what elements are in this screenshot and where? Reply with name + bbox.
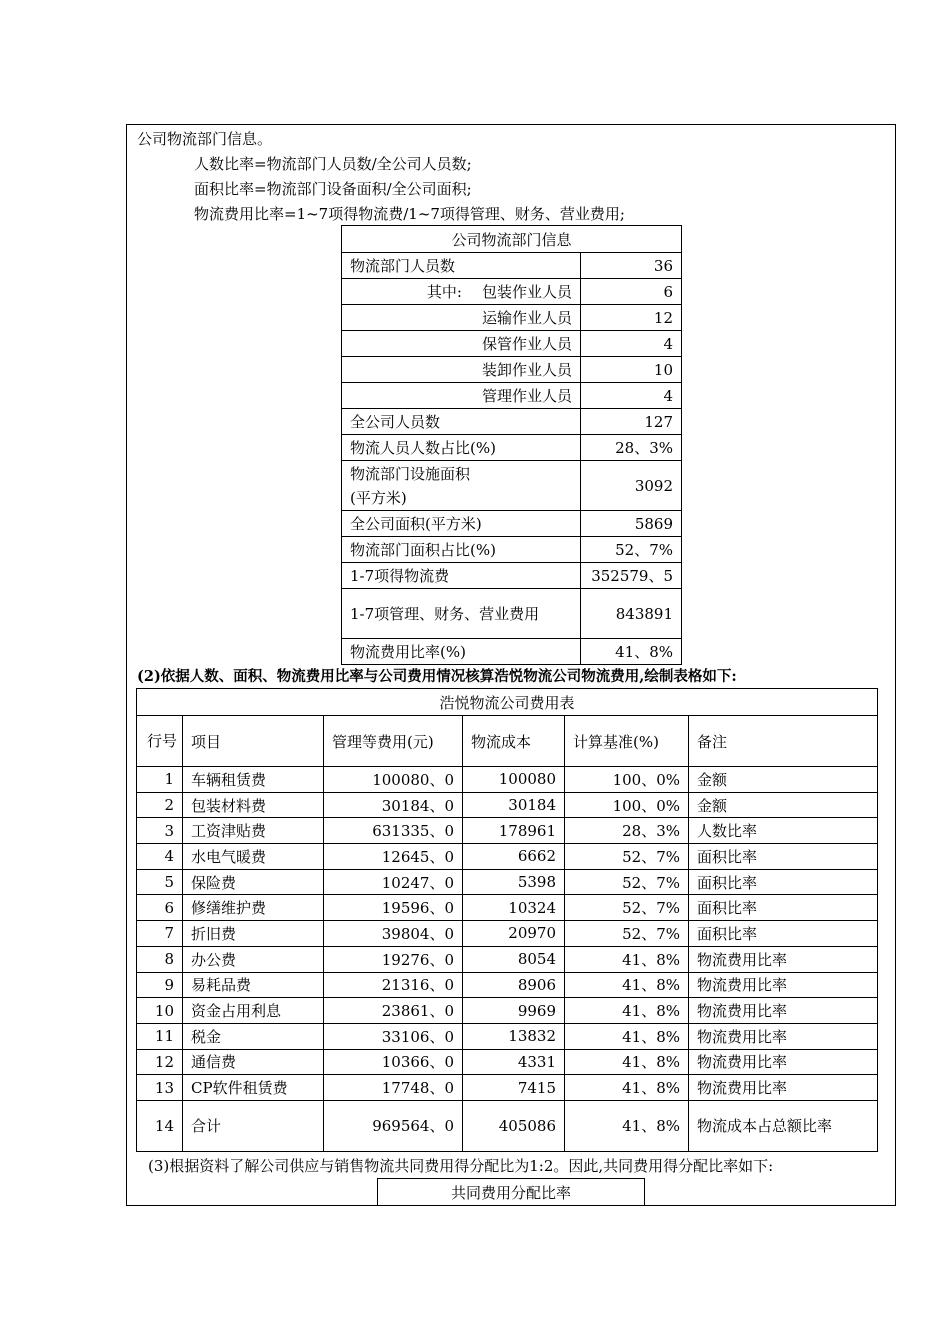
intro-line-4: 物流费用比率=1~7项得物流费/1~7项得管理、财务、营业费用; xyxy=(194,205,625,223)
info-row-value: 843891 xyxy=(581,589,682,639)
cell-management-cost: 10247、0 xyxy=(324,869,463,895)
cell-basis: 41、8% xyxy=(565,972,689,998)
cell-row-number: 8 xyxy=(137,946,183,972)
table-row xyxy=(137,1023,878,1049)
cell-management-cost: 17748、0 xyxy=(324,1075,463,1101)
table-row xyxy=(137,1100,878,1151)
info-row-label-line2: (平方米) xyxy=(350,488,407,507)
cell-logistics-cost: 5398 xyxy=(463,869,565,895)
cell-row-number: 1 xyxy=(137,767,183,793)
cell-row-number: 5 xyxy=(137,869,183,895)
info-row-label: 装卸作业人员 xyxy=(342,357,581,383)
cell-item: 保险费 xyxy=(183,869,324,895)
cell-management-cost: 631335、0 xyxy=(324,818,463,844)
cell-item: 合计 xyxy=(183,1100,324,1151)
header-row-number: 行号 xyxy=(137,716,183,767)
cell-management-cost: 19276、0 xyxy=(324,946,463,972)
cell-management-cost: 19596、0 xyxy=(324,895,463,921)
cell-remarks: 面积比率 xyxy=(689,869,878,895)
info-row-value: 41、8% xyxy=(581,639,682,665)
cell-basis: 41、8% xyxy=(565,1100,689,1151)
info-row-value: 52、7% xyxy=(581,537,682,563)
info-row-value: 4 xyxy=(581,383,682,409)
table-row xyxy=(137,869,878,895)
cost-table-header xyxy=(137,716,878,767)
cell-logistics-cost: 8906 xyxy=(463,972,565,998)
table-row xyxy=(137,818,878,844)
info-row-value: 127 xyxy=(581,409,682,435)
cell-remarks: 物流费用比率 xyxy=(689,1023,878,1049)
cell-management-cost: 12645、0 xyxy=(324,844,463,870)
cell-logistics-cost: 10324 xyxy=(463,895,565,921)
cost-table xyxy=(136,688,878,1152)
table-row xyxy=(137,1075,878,1101)
info-row-label: 物流费用比率(%) xyxy=(342,639,581,665)
section3-text: (3)根据资料了解公司供应与销售物流共同费用得分配比为1:2。因此,共同费用得分配比率如下: xyxy=(148,1157,774,1175)
header-basis: 计算基准(%) xyxy=(565,716,689,767)
cell-item: 资金占用利息 xyxy=(183,998,324,1024)
info-row-label: 物流部门面积占比(%) xyxy=(342,537,581,563)
cell-remarks: 人数比率 xyxy=(689,818,878,844)
info-row-value: 5869 xyxy=(581,511,682,537)
cell-row-number: 4 xyxy=(137,844,183,870)
info-row-label: 全公司人员数 xyxy=(342,409,581,435)
cell-item: 税金 xyxy=(183,1023,324,1049)
cell-management-cost: 10366、0 xyxy=(324,1049,463,1075)
info-row-value: 36 xyxy=(581,253,682,279)
cell-basis: 41、8% xyxy=(565,946,689,972)
cell-basis: 41、8% xyxy=(565,1075,689,1101)
table-row xyxy=(137,972,878,998)
cell-logistics-cost: 13832 xyxy=(463,1023,565,1049)
info-row-value: 28、3% xyxy=(581,435,682,461)
cell-basis: 41、8% xyxy=(565,998,689,1024)
cell-item: 通信费 xyxy=(183,1049,324,1075)
cell-logistics-cost: 178961 xyxy=(463,818,565,844)
cell-row-number: 14 xyxy=(137,1100,183,1151)
intro-line-3: 面积比率=物流部门设备面积/全公司面积; xyxy=(194,180,472,198)
cell-basis: 41、8% xyxy=(565,1023,689,1049)
cell-management-cost: 39804、0 xyxy=(324,921,463,947)
cell-logistics-cost: 8054 xyxy=(463,946,565,972)
section2-heading: (2)依据人数、面积、物流费用比率与公司费用情况核算浩悦物流公司物流费用,绘制表格如下: xyxy=(137,668,737,685)
share-table xyxy=(377,1178,645,1206)
cell-management-cost: 969564、0 xyxy=(324,1100,463,1151)
info-row-value: 12 xyxy=(581,305,682,331)
cell-row-number: 3 xyxy=(137,818,183,844)
info-row-label: 物流部门人员数 xyxy=(342,253,581,279)
table-row xyxy=(137,946,878,972)
cell-management-cost: 33106、0 xyxy=(324,1023,463,1049)
info-row-label xyxy=(342,279,581,305)
table-row xyxy=(137,921,878,947)
intro-line-2: 人数比率=物流部门人员数/全公司人员数; xyxy=(194,155,472,173)
cell-logistics-cost: 20970 xyxy=(463,921,565,947)
cell-row-number: 11 xyxy=(137,1023,183,1049)
cell-item: 工资津贴费 xyxy=(183,818,324,844)
header-remarks: 备注 xyxy=(689,716,878,767)
cell-item: 折旧费 xyxy=(183,921,324,947)
cell-basis: 41、8% xyxy=(565,1049,689,1075)
cell-remarks: 面积比率 xyxy=(689,921,878,947)
info-row-label: 运输作业人员 xyxy=(342,305,581,331)
cell-management-cost: 30184、0 xyxy=(324,792,463,818)
cell-remarks: 物流费用比率 xyxy=(689,998,878,1024)
cell-remarks: 金额 xyxy=(689,792,878,818)
info-row-label: 1-7项得物流费 xyxy=(342,563,581,589)
cell-basis: 52、7% xyxy=(565,844,689,870)
cell-item: 办公费 xyxy=(183,946,324,972)
cell-row-number: 10 xyxy=(137,998,183,1024)
header-item: 项目 xyxy=(183,716,324,767)
cell-logistics-cost: 9969 xyxy=(463,998,565,1024)
info-row-value: 3092 xyxy=(581,461,682,511)
info-row-label xyxy=(342,461,581,511)
cell-remarks: 物流费用比率 xyxy=(689,972,878,998)
info-table xyxy=(341,225,682,665)
info-row-value: 6 xyxy=(581,279,682,305)
info-row-label: 管理作业人员 xyxy=(342,383,581,409)
table-row xyxy=(137,844,878,870)
cell-remarks: 面积比率 xyxy=(689,895,878,921)
cell-row-number: 9 xyxy=(137,972,183,998)
cell-basis: 52、7% xyxy=(565,869,689,895)
info-row-label: 全公司面积(平方米) xyxy=(342,511,581,537)
cell-logistics-cost: 100080 xyxy=(463,767,565,793)
cell-item: 车辆租赁费 xyxy=(183,767,324,793)
info-row-label-line1: 物流部门设施面积 xyxy=(350,464,471,483)
cell-row-number: 2 xyxy=(137,792,183,818)
cell-logistics-cost: 7415 xyxy=(463,1075,565,1101)
cost-table-body xyxy=(137,767,878,1152)
cell-logistics-cost: 30184 xyxy=(463,792,565,818)
table-row xyxy=(137,1049,878,1075)
cell-management-cost: 100080、0 xyxy=(324,767,463,793)
cell-basis: 100、0% xyxy=(565,767,689,793)
cell-basis: 28、3% xyxy=(565,818,689,844)
cell-item: 水电气暖费 xyxy=(183,844,324,870)
intro-line-1: 公司物流部门信息。 xyxy=(137,130,273,148)
cell-row-number: 7 xyxy=(137,921,183,947)
cell-row-number: 13 xyxy=(137,1075,183,1101)
table-row xyxy=(137,792,878,818)
info-row-value: 4 xyxy=(581,331,682,357)
cell-basis: 52、7% xyxy=(565,921,689,947)
table-row xyxy=(137,895,878,921)
cell-row-number: 12 xyxy=(137,1049,183,1075)
cell-item: 修缮维护费 xyxy=(183,895,324,921)
cell-item: 包装材料费 xyxy=(183,792,324,818)
info-row-label: 1-7项管理、财务、营业费用 xyxy=(342,589,581,639)
cell-logistics-cost: 6662 xyxy=(463,844,565,870)
share-table-title: 共同费用分配比率 xyxy=(378,1179,645,1206)
header-logistics-cost: 物流成本 xyxy=(463,716,565,767)
cost-table-title: 浩悦物流公司费用表 xyxy=(137,689,878,716)
cell-item: 易耗品费 xyxy=(183,972,324,998)
info-table-title: 公司物流部门信息 xyxy=(342,226,682,253)
table-row xyxy=(137,998,878,1024)
info-row-label-text: 包装作业人员 xyxy=(481,283,572,301)
info-row-label: 物流人员人数占比(%) xyxy=(342,435,581,461)
cell-remarks: 金额 xyxy=(689,767,878,793)
info-row-value: 352579、5 xyxy=(581,563,682,589)
info-row-value: 10 xyxy=(581,357,682,383)
cell-basis: 100、0% xyxy=(565,792,689,818)
cell-row-number: 6 xyxy=(137,895,183,921)
cell-basis: 52、7% xyxy=(565,895,689,921)
cell-item: CP软件租赁费 xyxy=(183,1075,324,1101)
table-row xyxy=(137,767,878,793)
cell-remarks: 物流成本占总额比率 xyxy=(689,1100,878,1151)
cell-management-cost: 23861、0 xyxy=(324,998,463,1024)
cell-remarks: 物流费用比率 xyxy=(689,1075,878,1101)
cell-remarks: 物流费用比率 xyxy=(689,946,878,972)
cell-logistics-cost: 4331 xyxy=(463,1049,565,1075)
cell-remarks: 物流费用比率 xyxy=(689,1049,878,1075)
cell-remarks: 面积比率 xyxy=(689,844,878,870)
cell-management-cost: 21316、0 xyxy=(324,972,463,998)
info-row-label: 保管作业人员 xyxy=(342,331,581,357)
header-management-cost: 管理等费用(元) xyxy=(324,716,463,767)
cell-logistics-cost: 405086 xyxy=(463,1100,565,1151)
info-row-prefix: 其中: xyxy=(426,283,462,301)
